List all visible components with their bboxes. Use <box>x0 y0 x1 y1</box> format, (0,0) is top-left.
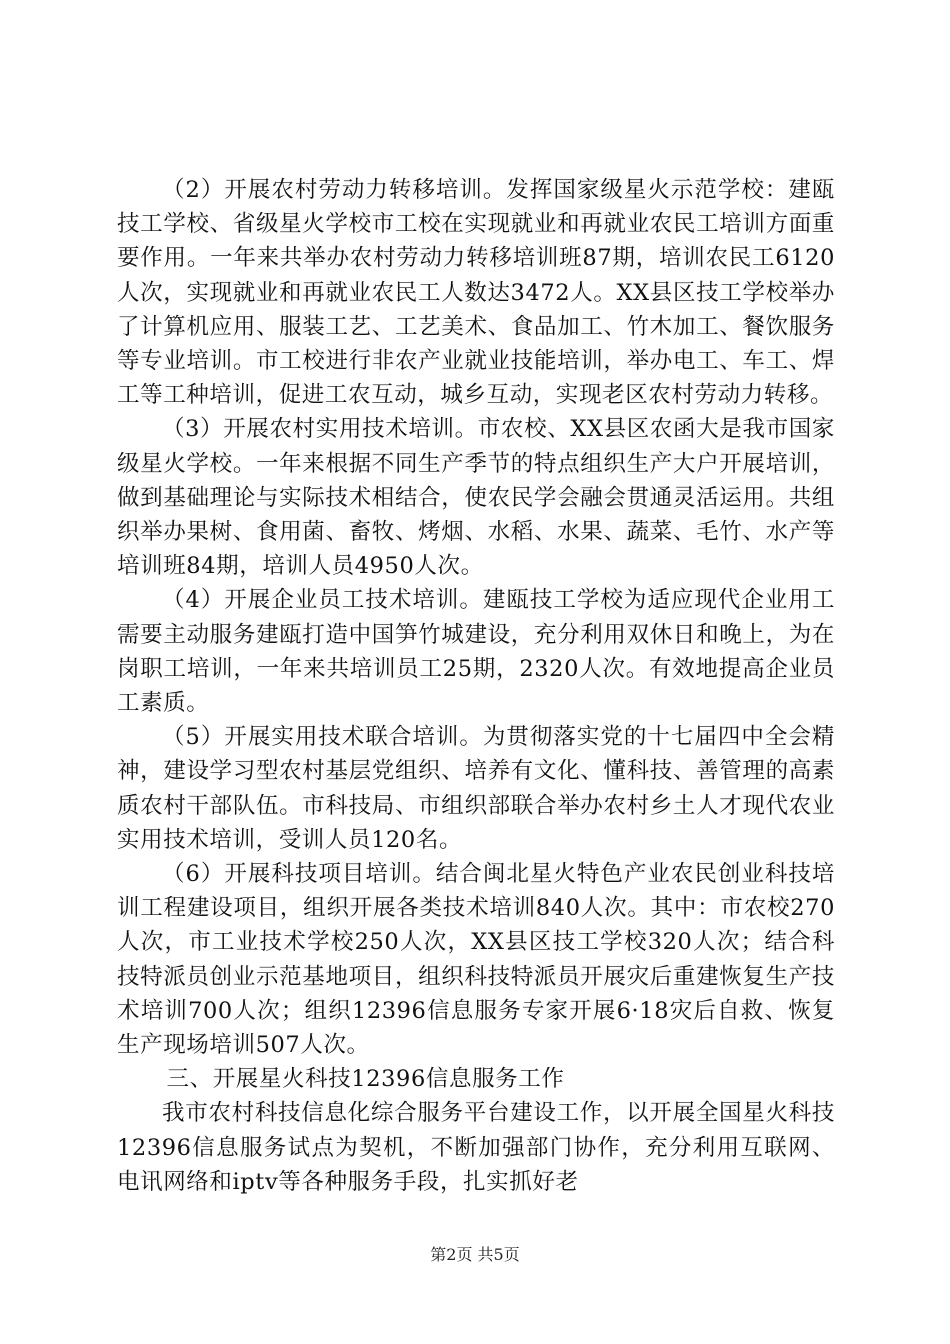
section-heading-12396-service: 三、开展星火科技12396信息服务工作 <box>166 1066 565 1093</box>
paragraph-joint-technology-training: （5）开展实用技术联合培训。为贯彻落实党的十七届四中全会精神，建设学习型农村基层党组织、培养有文化、懂科技、善管理的高素质农村干部队伍。市科技局、市组织部联合举办农村乡土人才现代农业实用技术培训，受训人员120名。 <box>117 724 835 853</box>
paragraph-information-platform: 我市农村科技信息化综合服务平台建设工作，以开展全国星火科技12396信息服务试点为契机，不断加强部门协作，充分利用互联网、电讯网络和iptv等各种服务手段，扎实抓好老 <box>117 1100 835 1195</box>
page-number-footer: 第2页 共5页 <box>430 1245 520 1264</box>
paragraph-rural-practical-technology-training: （3）开展农村实用技术培训。市农校、XX县区农函大是我市国家级星火学校。一年来根据不同生产季节的特点组织生产大户开展培训，做到基础理论与实际技术相结合，使农民学会融会贯通灵活运用。共组织举办果树、食用菌、畜牧、烤烟、水稻、水果、蔬菜、毛竹、水产等培训班84期，培训人员4950人次。 <box>117 416 835 580</box>
document-body <box>117 173 835 1199</box>
paragraph-enterprise-staff-training: （4）开展企业员工技术培训。建瓯技工学校为适应现代企业用工需要主动服务建瓯打造中国笋竹城建设，充分利用双休日和晚上，为在岗职工培训，一年来共培训员工25期，2320人次。有效地提高企业员工素质。 <box>117 587 835 717</box>
paragraph-rural-labor-transfer-training: （2）开展农村劳动力转移培训。发挥国家级星火示范学校：建瓯技工学校、省级星火学校市工校在实现就业和再就业农民工培训方面重要作用。一年来共举办农村劳动力转移培训班87期，培训农民工6120人次，实现就业和再就业农民工人数达3472人。XX县区技工学校举办了计算机应用、服装工艺、工艺美术、食品加工、竹木加工、餐饮服务等专业培训。市工校进行非农产业就业技能培训，举办电工、车工、焊工等工种培训，促进工农互动，城乡互动，实现老区农村劳动力转移。 <box>117 177 835 409</box>
paragraph-technology-project-training: （6）开展科技项目培训。结合闽北星火特色产业农民创业科技培训工程建设项目，组织开展各类技术培训840人次。其中：市农校270人次，市工业技术学校250人次，XX县区技工学校320人次；结合科技特派员创业示范基地项目，组织科技特派员开展灾后重建恢复生产技术培训700人次；组织12396信息服务专家开展6·18灾后自救、恢复生产现场培训507人次。 <box>117 861 835 1059</box>
